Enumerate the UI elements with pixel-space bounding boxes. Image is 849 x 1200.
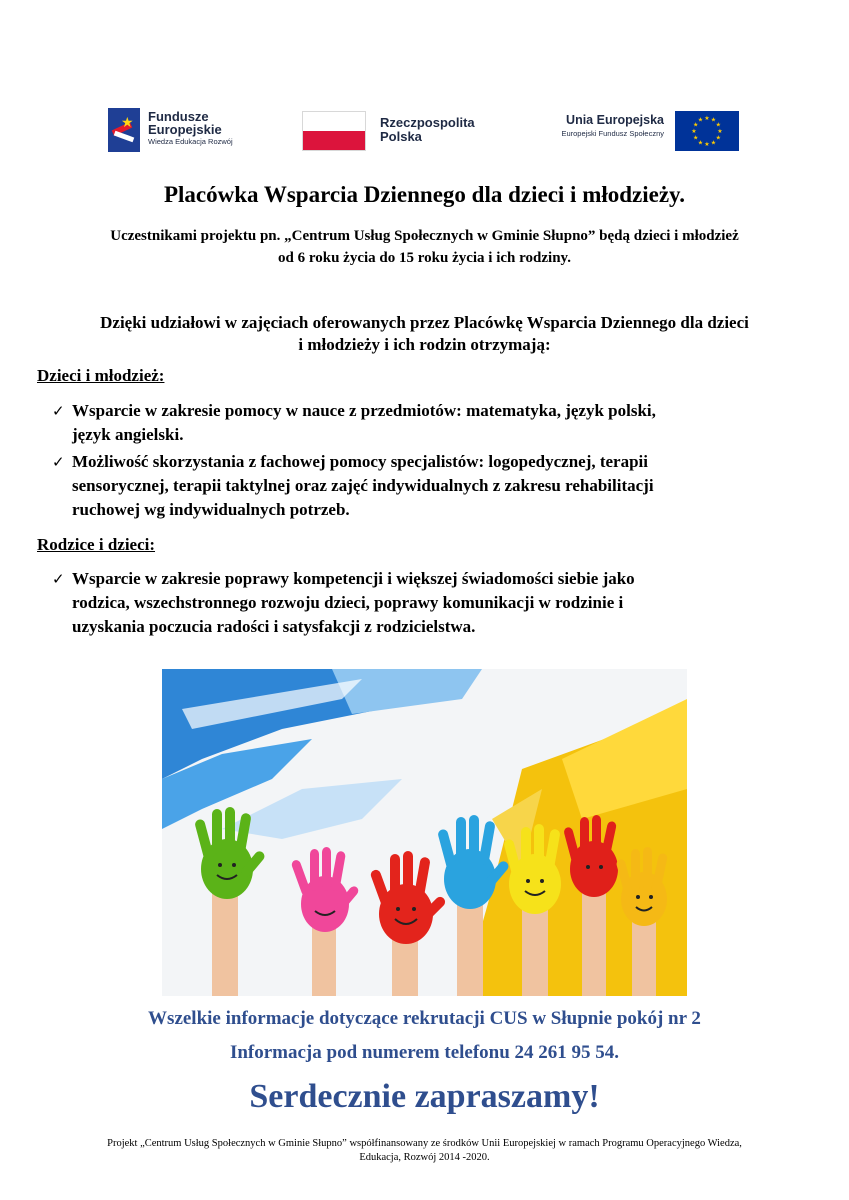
eu-star-icon: ★ (691, 128, 697, 135)
eu-star-icon: ★ (715, 121, 721, 129)
checkmark-icon: ✓ (52, 402, 65, 420)
list-item-line1: Wsparcie w zakresie poprawy kompetencji i większej świadomości siebie jako (72, 569, 635, 588)
fe-line1: Fundusze (148, 109, 209, 124)
footer-line1: Projekt „Centrum Usług Społecznych w Gminie Słupno” współfinansowany ze środków Unii Europejskiej w ramach Programu Operacyjnego Wiedza, (107, 1138, 742, 1149)
list-item (52, 399, 812, 447)
list-item-line1: Wsparcie w zakresie pomocy w nauce z przedmiotów: matematyka, język polski, (72, 401, 656, 420)
page-title: Placówka Wsparcia Dziennego dla dzieci i młodzieży. (163, 182, 686, 207)
eu-star-icon: ★ (693, 134, 699, 142)
subtitle-line2: od 6 roku życia do 15 roku życia i ich rodziny. (278, 250, 571, 266)
rp-line2: Polska (380, 129, 422, 144)
painted-hands-photo (162, 669, 687, 996)
fe-line3: Wiedza Edukacja Rozwój (148, 137, 233, 146)
logo-bar (0, 108, 849, 154)
benefits-intro (30, 312, 819, 356)
fundusze-europejskie-text (148, 110, 233, 147)
eu-star-icon: ★ (697, 116, 704, 124)
fundusze-europejskie-logo (108, 108, 268, 154)
list-item-line2: język angielski. (72, 425, 184, 444)
section-heading-children: Dzieci i młodzież: (37, 366, 165, 385)
ue-line2: Europejski Fundusz Społeczny (561, 129, 664, 138)
list-item-line1: Możliwość skorzystania z fachowej pomocy specjalistów: logopedycznej, terapii (72, 452, 649, 471)
benefits-line1: Dzięki udziałowi w zajęciach oferowanych przez Placówkę Wsparcia Dziennego dla dzieci (100, 313, 749, 332)
list-item-line2: rodzica, wszechstronnego rozwoju dzieci, poprawy komunikacji w rodzinie i (72, 593, 624, 612)
list-item (52, 450, 812, 522)
phone-info: Informacja pod numerem telefonu 24 261 95 54. (229, 1042, 620, 1063)
eu-star-icon: ★ (697, 139, 704, 147)
eu-flag-icon (675, 111, 739, 151)
list-item-line3: uzyskania poczucia radości i satysfakcji z rodzicielstwa. (72, 617, 476, 636)
eu-star-icon: ★ (717, 128, 723, 135)
footer-line2: Edukacja, Rozwój 2014 -2020. (359, 1152, 490, 1163)
eu-star-icon: ★ (704, 141, 710, 148)
eu-star-icon: ★ (710, 116, 717, 124)
eu-star-icon: ★ (710, 139, 717, 147)
eu-star-icon: ★ (704, 115, 710, 122)
benefits-line2: i młodzieży i ich rodzin otrzymają: (298, 335, 551, 354)
eu-star-icon: ★ (715, 134, 721, 142)
unia-europejska-text (528, 113, 664, 139)
list-item-line3: ruchowej wg indywidualnych potrzeb. (72, 500, 350, 519)
footer-note (40, 1137, 809, 1165)
checkmark-icon: ✓ (52, 570, 65, 588)
ue-line1: Unia Europejska (566, 113, 664, 127)
section-heading-parents: Rodzice i dzieci: (37, 535, 156, 554)
subtitle-line1: Uczestnikami projektu pn. „Centrum Usług Społecznych w Gminie Słupno” będą dzieci i młodzież (110, 228, 739, 244)
unia-europejska-logo (528, 108, 748, 154)
fe-line2: Europejskie (148, 122, 222, 137)
project-participants-text (30, 225, 819, 269)
fundusze-europejskie-mark-icon: ★ (108, 108, 140, 152)
polish-flag-icon (302, 111, 366, 151)
rzeczpospolita-polska-logo (302, 111, 502, 151)
rp-line1: Rzeczpospolita (380, 115, 475, 130)
recruitment-info: Wszelkie informacje dotyczące rekrutacji CUS w Słupnie pokój nr 2 (148, 1008, 701, 1029)
welcome-heading: Serdecznie zapraszamy! (249, 1078, 600, 1115)
list-item-line2: sensorycznej, terapii taktylnej oraz zajęć indywidualnych z zakresu rehabilitacji (72, 476, 654, 495)
checkmark-icon: ✓ (52, 453, 65, 471)
rzeczpospolita-polska-text (380, 116, 475, 144)
list-item (52, 567, 812, 639)
eu-star-icon: ★ (693, 121, 699, 129)
